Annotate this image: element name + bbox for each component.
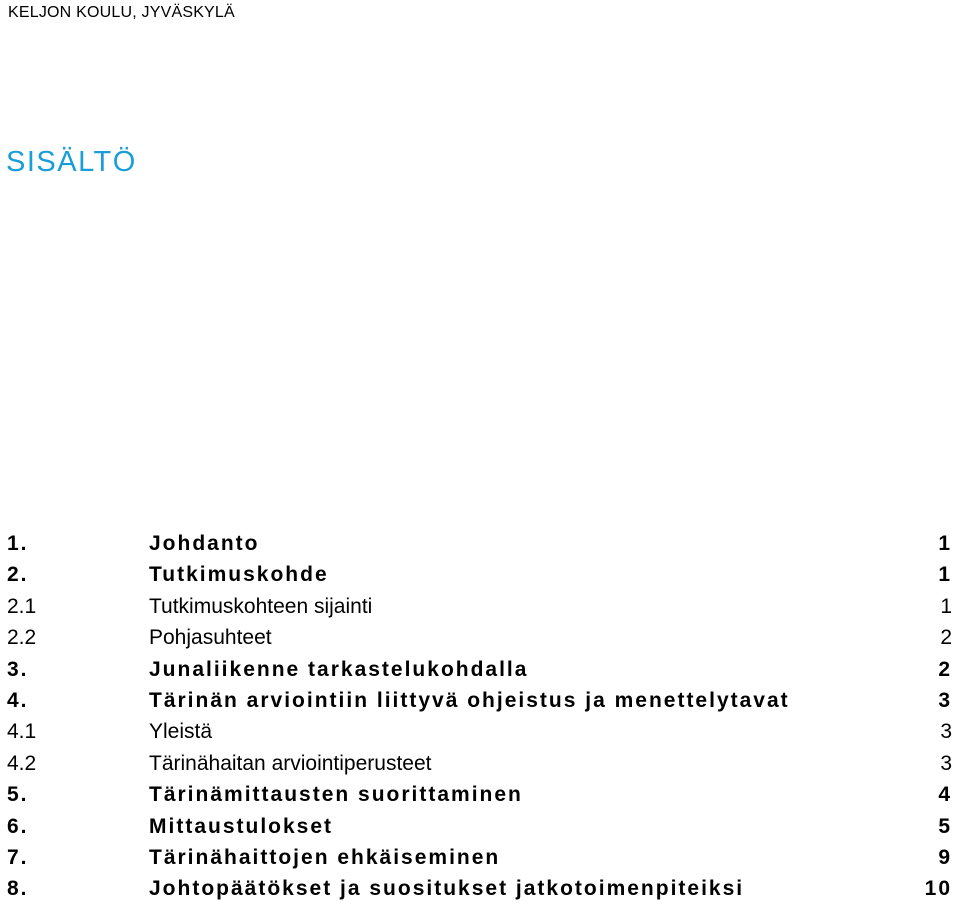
toc-entry-6 (0, 811, 960, 842)
toc-label: Tutkimuskohde (149, 563, 329, 587)
toc-number: 1. (7, 532, 29, 555)
toc-number: 4. (7, 688, 29, 712)
toc-entry-7 (0, 842, 960, 873)
toc-entry-2-2 (0, 622, 960, 653)
toc-page: 3 (940, 751, 952, 775)
toc-page: 4 (938, 783, 952, 807)
toc-label: Pohjasuhteet (149, 626, 272, 650)
toc-entry-4 (0, 685, 960, 716)
toc-entry-5 (0, 779, 960, 810)
toc-number: 7. (7, 845, 29, 869)
toc-entry-3 (0, 654, 960, 685)
toc-number: 5. (7, 783, 29, 807)
toc-entry-8 (0, 873, 960, 904)
toc-number: 8. (7, 877, 29, 901)
toc-label: Tärinähaitan arviointiperusteet (149, 751, 432, 775)
toc-entry-1 (0, 528, 960, 559)
toc-page: 1 (938, 563, 952, 587)
toc-page: 2 (940, 626, 952, 650)
toc-page: 2 (938, 657, 952, 681)
toc-entry-4-1 (0, 716, 960, 747)
toc-label: Junaliikenne tarkastelukohdalla (149, 657, 529, 681)
toc-label: Tärinähaittojen ehkäiseminen (149, 845, 501, 869)
toc-page: 5 (938, 814, 952, 838)
toc-number: 2.2 (7, 626, 37, 650)
toc-label: Mittaustulokset (149, 814, 334, 838)
toc-page: 10 (924, 877, 952, 901)
toc-page: 3 (938, 688, 952, 712)
toc-page: 1 (940, 594, 952, 618)
toc-entry-4-2 (0, 748, 960, 779)
toc-number: 6. (7, 814, 29, 838)
table-of-contents (0, 528, 960, 905)
toc-label: Yleistä (149, 720, 213, 744)
toc-label: Johtopäätökset ja suositukset jatkotoimenpiteiksi (149, 877, 745, 901)
toc-number: 4.1 (7, 720, 37, 744)
toc-number: 4.2 (7, 751, 37, 775)
toc-number: 2.1 (7, 594, 37, 618)
document-header: KELJON KOULU, JYVÄSKYLÄ (8, 4, 235, 21)
toc-label: Tärinän arviointiin liittyvä ohjeistus ja menettelytavat (149, 688, 790, 712)
toc-page: 9 (938, 845, 952, 869)
toc-entry-2 (0, 559, 960, 590)
toc-page: 3 (940, 720, 952, 744)
toc-label: Tärinämittausten suorittaminen (149, 783, 523, 807)
page-title: SISÄLTÖ (6, 146, 137, 178)
toc-page: 1 (938, 532, 952, 555)
toc-label: Tutkimuskohteen sijainti (149, 594, 373, 618)
toc-entry-2-1 (0, 591, 960, 622)
toc-label: Johdanto (149, 532, 260, 555)
toc-number: 2. (7, 563, 29, 587)
toc-number: 3. (7, 657, 29, 681)
